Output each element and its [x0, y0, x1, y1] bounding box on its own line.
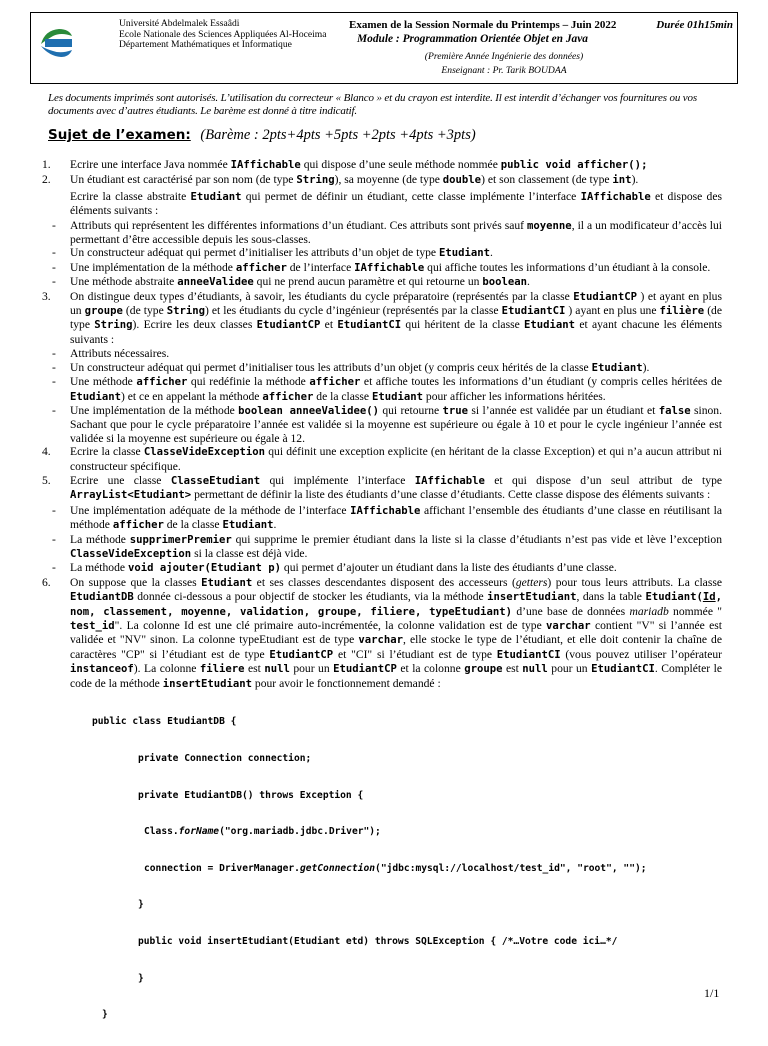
text: On suppose que la classes [70, 575, 202, 589]
text: pour un [547, 662, 592, 676]
text: qui redéfinie la méthode [187, 375, 310, 389]
code-term: moyenne [527, 219, 572, 232]
code-term: Id [702, 591, 716, 604]
code-line [40, 863, 722, 875]
bullet: - Une méthode abstraite anneeValidee qui ne prend aucun paramètre et qui retourne un boolean. [52, 275, 530, 289]
question-number: 3. [42, 289, 51, 303]
question-number: 2. [42, 173, 51, 187]
code-listing [40, 692, 722, 1046]
bareme: (Barème : 2pts+4pts +5pts +2pts +4pts +3pts) [200, 127, 476, 143]
text: ". La colonne Id est une clé primaire auto-incrémentée, la colonne validation est de type [114, 619, 547, 632]
bullet: - Une implémentation de la méthode afficher de l’interface IAffichable qui affiche toutes les informations d’un étudiant à la console. [52, 260, 711, 274]
code-fragment: connection = DriverManager. [144, 862, 300, 874]
text: Ecrire la classe [70, 445, 144, 459]
text: , elle stocke le type de l’étudiant, et elle doit contenir la chaîne de caractères "CP" si l’étudiant est de type [70, 633, 723, 661]
text: et [320, 318, 338, 332]
text: (de type [122, 304, 167, 318]
code-term: IAffichable [414, 474, 485, 487]
text: d’une base de données [512, 604, 630, 618]
code-term: anneeValidee [177, 276, 254, 289]
code-term: afficher [235, 261, 287, 274]
exam-duration: Durée 01h15min [656, 19, 733, 31]
text: qui implémente l’interface [260, 473, 415, 487]
code-term: EtudiantCP [333, 663, 397, 676]
text: et affiche toutes les informations d’un étudiant (y compris celles héritées de [360, 375, 722, 389]
text: et la colonne [396, 662, 465, 676]
text: La méthode [70, 561, 128, 575]
text: La méthode [70, 532, 130, 546]
text: est [502, 662, 523, 676]
code-term: public void afficher(); [500, 159, 648, 171]
text: mariadb [629, 604, 669, 618]
code-term: void ajouter(Etudiant p) [127, 562, 282, 575]
code-term: instanceof [70, 663, 134, 676]
code-line: } [138, 899, 144, 911]
text: ) et ayant en plus un [70, 289, 722, 318]
code-term: EtudiantDB [70, 591, 134, 604]
text: Attributs nécessaires. [70, 347, 170, 361]
text: qui affiche toutes les informations d’un étudiant à la console. [424, 260, 711, 274]
text: affichant l’ensemble des étudiants d’une classe en réutilisant la méthode [70, 503, 722, 532]
code-term: afficher [262, 390, 314, 403]
code-term: boolean anneeValidee() [238, 404, 379, 417]
text: Ecrire une classe [70, 473, 171, 487]
code-line [40, 826, 722, 838]
code-term: null [264, 663, 290, 676]
question-number: 1. [42, 158, 51, 171]
code-term: EtudiantCP [573, 290, 638, 303]
text: ) et son classement (de type [481, 173, 613, 187]
code-term: Etudiant [591, 361, 643, 374]
text: pour afficher les informations héritées. [423, 389, 606, 403]
bullet: - La méthode supprimerPremier qui supprime le premier étudiant dans la liste si la classe d’étudiants n’est pas vide et lève l’exception ClasseVideException si la classe est déjà vide. [52, 532, 722, 560]
code-term: filiere [199, 663, 245, 676]
question-number: 5. [42, 473, 51, 487]
bullet: - Une implémentation de la méthode boolean anneeValidee() qui retourne true si l’année est validée par un étudiant et false sinon. Sachant que pour le cycle préparatoire l’année est validée si la moyenne est supérieure ou égale à 10 et pour le cycle ingénieur l’année est validée si la moyenne est supérieure ou égale à 12. [52, 403, 722, 445]
question-number: 4. [42, 445, 51, 459]
exam-title: Examen de la Session Normale du Printemps – Juin 2022 [349, 19, 617, 31]
code-term: varchar [546, 620, 591, 632]
code-term: Etudiant [438, 247, 490, 260]
question-4 [40, 445, 722, 473]
code-term: EtudiantCI [591, 663, 655, 676]
code-term: varchar [358, 634, 404, 647]
text: donnée ci-dessous a pour objectif de stocker les étudiants, via la méthode [133, 590, 488, 604]
text: Ecrire une interface Java nommée [70, 158, 231, 171]
code-fragment: Class. [144, 826, 179, 838]
text: qui supprime le premier étudiant dans la liste si la classe d’étudiants n’est pas vide et lève l’exception [231, 532, 722, 546]
text: et qui dispose d’un seul attribut de type [484, 473, 723, 487]
code-term: groupe [84, 305, 123, 318]
code-term: test_id [70, 620, 115, 632]
code-term: insertEtudiant [487, 591, 577, 604]
bullet: - Une méthode afficher qui redéfinie la méthode afficher et affiche toutes les informations d’un étudiant (y compris celles héritées de Etudiant) et ce en appelant la méthode afficher de la classe Etudiant pour afficher les informations héritées. [52, 375, 722, 403]
school-name: Ecole Nationale des Sciences Appliquées Al-Hoceima [119, 28, 327, 40]
question-2 [40, 173, 722, 187]
text: qui retourne [378, 403, 443, 417]
code-term: IAffichable [350, 504, 421, 517]
text: nommée " [668, 604, 722, 618]
text: (de type [70, 304, 722, 332]
question-3 [40, 290, 722, 347]
text: de la classe [163, 518, 223, 532]
text: contient "V" si l’année est validée et "NV" sinon. La colonne typeEtudiant est de type [70, 619, 722, 647]
teacher-name: Enseignant : Pr. Tarik BOUDAA [441, 65, 567, 76]
text: ), sa moyenne (de type [334, 173, 443, 187]
code-term: String [296, 174, 335, 187]
text: Une implémentation adéquate de la méthode de l’interface [70, 503, 351, 517]
question-6 [40, 576, 722, 691]
text: et "CI" si l’étudiant est de type [333, 647, 497, 661]
text: ) ayant en plus une [565, 304, 660, 318]
text: . [526, 275, 530, 289]
code-line: public void insertEtudiant(Etudiant etd) throws SQLException { /*…Votre code ici…*/ [138, 936, 618, 948]
sujet-title: Sujet de l’examen: [48, 127, 191, 143]
code-term: EtudiantCI [501, 305, 566, 318]
text: permettant de définir la liste des étudiants d’une classe d’étudiants. Cette classe dispose des éléments suivants : [191, 488, 711, 502]
code-term: true [442, 404, 469, 417]
sujet-line [48, 127, 476, 144]
university-block [119, 19, 327, 51]
department-name: Département Mathématiques et Informatique [119, 39, 292, 51]
text: qui héritent de la classe [401, 318, 525, 332]
text: Une méthode [70, 375, 137, 389]
text: ) et les étudiants du cycle d’ingénieur (représentés par la classe [205, 304, 502, 318]
question-1 [40, 158, 722, 172]
text: getters [515, 575, 548, 589]
bullet: - La méthode void ajouter(Etudiant p) qui permet d’ajouter un étudiant dans la liste des étudiants d’une classe. [52, 561, 617, 575]
code-line: public class EtudiantDB { [92, 716, 237, 728]
code-term: Etudiant [371, 390, 423, 403]
text: ). Ecrire les deux classes [132, 318, 257, 332]
code-term: IAffichable [580, 190, 651, 203]
text: Une implémentation de la méthode [70, 403, 239, 417]
text: pour avoir le fonctionnement demandé : [252, 676, 441, 690]
text: ). [642, 360, 650, 374]
code-term: filière [659, 305, 705, 318]
bullet: - Un constructeur adéquat qui permet d’initialiser tous les attributs d’un objet (y compris ceux hérités de la classe Etudiant). [52, 360, 650, 374]
code-term: int [612, 174, 632, 187]
code-term: groupe [464, 663, 503, 676]
code-term: Etudiant [222, 519, 274, 532]
question-5 [40, 474, 722, 503]
text: qui permet d’ajouter un étudiant dans la liste des étudiants d’une classe. [281, 561, 617, 575]
code-fragment: ("org.mariadb.jdbc.Driver"); [219, 826, 381, 838]
header-box [30, 12, 738, 84]
module-title: Module : Programmation Orientée Objet en Java [357, 33, 588, 45]
code-term: EtudiantCP [256, 319, 321, 332]
text: si l’année est validée par un étudiant et [468, 403, 659, 417]
text: ). [631, 173, 639, 187]
text: qui dispose d’une seule méthode nommée [300, 158, 501, 171]
text: ). La colonne [133, 662, 200, 676]
text: On distingue deux types d’étudiants, à savoir, les étudiants du cycle préparatoire (représentés par la classe [70, 289, 574, 303]
code-term: Etudiant [201, 576, 253, 589]
text: Ecrire la classe abstraite [70, 189, 191, 203]
code-line: } [102, 1009, 108, 1021]
text: est [244, 662, 265, 676]
text: qui ne prend aucun paramètre et qui retourne un [253, 275, 483, 289]
code-term: afficher [309, 376, 361, 389]
code-fragment: forName [178, 826, 220, 838]
code-term: ClasseEtudiant [170, 474, 261, 487]
code-line: private Connection connection; [138, 753, 312, 765]
text: et ses classes descendantes disposent des accesseurs ( [252, 575, 516, 589]
text: ) et ce en appelant la méthode [121, 389, 263, 403]
text: qui permet de définir un étudiant, cette classe implémente l’interface [241, 189, 581, 203]
text: , dans la table [576, 590, 646, 604]
code-term: String [94, 319, 133, 332]
text: , il a un modificateur d’accès lui permettant d’être accessible depuis les sous-classes. [70, 218, 722, 247]
code-term: , nom, classement, moyenne, validation, groupe, filiere, typeEtudiant) [70, 591, 722, 618]
text: pour un [289, 662, 334, 676]
text: . Compléter le code de la méthode [70, 662, 722, 690]
code-term: supprimerPremier [129, 533, 232, 546]
bullet: - Un constructeur adéquat qui permet d’initialiser les attributs d’un objet de type Etudiant. [52, 246, 493, 260]
instructions: Les documents imprimés sont autorisés. L’utilisation du correcteur « Blanco » et du crayon est interdite. Il est interdit d’échanger vos fournitures ou vos documents avec d’autres étudiants. Le barème est donné à titre indicatif. [48, 92, 697, 117]
text: et dispose des éléments suivants : [70, 189, 722, 218]
code-fragment: getConnection [299, 862, 376, 874]
code-term: String [166, 305, 206, 318]
code-term: afficher [112, 519, 164, 532]
code-term: EtudiantCP [269, 648, 334, 661]
text: Une méthode abstraite [70, 275, 178, 289]
code-term: afficher [136, 376, 188, 389]
code-term: IAffichable [354, 261, 425, 274]
text: si la classe est déjà vide. [191, 546, 308, 560]
bullet: - Attributs nécessaires. [52, 347, 170, 361]
bullet: - Une implémentation adéquate de la méthode de l’interface IAffichable affichant l’ensemble des étudiants d’une classe en réutilisant la méthode afficher de la classe Etudiant. [52, 503, 722, 532]
code-term: ClasseVideException [143, 446, 266, 459]
code-term: Etudiant [524, 319, 576, 332]
code-term: boolean [482, 276, 527, 289]
text: ) pour tous leurs attributs. La classe [547, 575, 722, 589]
code-term: ArrayList<Etudiant> [70, 489, 192, 502]
text: et ayant chacune les éléments suivants : [70, 318, 722, 346]
code-term: Etudiant [70, 390, 122, 403]
ensah-logo-icon [39, 26, 73, 60]
code-fragment: ("jdbc:mysql://localhost/test_id", "root", ""); [375, 862, 647, 874]
text: Attributs qui représentent les différentes informations d’un étudiant. Ces attributs sont privés sauf [70, 218, 528, 232]
questions [40, 158, 722, 1046]
code-term: EtudiantCI [337, 319, 402, 332]
code-term: false [658, 404, 691, 417]
text: qui définit une exception explicite (en héritant de la classe Exception) et qui n’a aucun attribut ni constructeur spécifique. [70, 445, 722, 473]
year-level: (Première Année Ingénierie des données) [424, 51, 584, 62]
text: (vous pouvez utiliser l’opérateur [560, 647, 722, 661]
text: . [273, 518, 277, 532]
code-term: IAffichable [230, 159, 301, 171]
text: de l’interface [286, 260, 355, 274]
text: Un constructeur adéquat qui permet d’initialiser tous les attributs d’un objet (y compris ceux hérités de la classe [70, 360, 592, 374]
university-name: Université Abdelmalek Essaâdi [119, 18, 240, 29]
code-term: EtudiantCI [496, 648, 561, 661]
code-line: private EtudiantDB() throws Exception { [138, 789, 364, 801]
text: Un constructeur adéquat qui permet d’initialiser les attributs d’un objet de type [70, 246, 439, 260]
code-term: Etudiant( [645, 591, 703, 604]
page-number: 1/1 [704, 986, 720, 1000]
text: Une implémentation de la méthode [70, 260, 236, 274]
code-line: } [138, 972, 144, 984]
code-term: ClasseVideException [70, 547, 192, 560]
text: de la classe [313, 389, 372, 403]
text: sinon. Sachant que pour le cycle préparatoire l’année est validée si la moyenne est supérieure ou égale à 10 et pour le cycle ingénieur l’année est validée si la moyenne est supérieure ou égale à 12. [70, 403, 722, 445]
code-term: insertEtudiant [162, 677, 253, 690]
code-term: double [442, 174, 482, 187]
code-term: null [522, 663, 548, 676]
question-number: 6. [42, 575, 51, 589]
bullet: - Attributs qui représentent les différentes informations d’un étudiant. Ces attributs sont privés sauf moyenne, il a un modificateur d’accès lui permettant d’être accessible depuis les sous-classes. [52, 218, 722, 247]
text: . [490, 246, 493, 260]
text: Un étudiant est caractérisé par son nom (de type [70, 173, 297, 187]
question-2-task [40, 190, 722, 218]
code-term: Etudiant [190, 190, 242, 203]
